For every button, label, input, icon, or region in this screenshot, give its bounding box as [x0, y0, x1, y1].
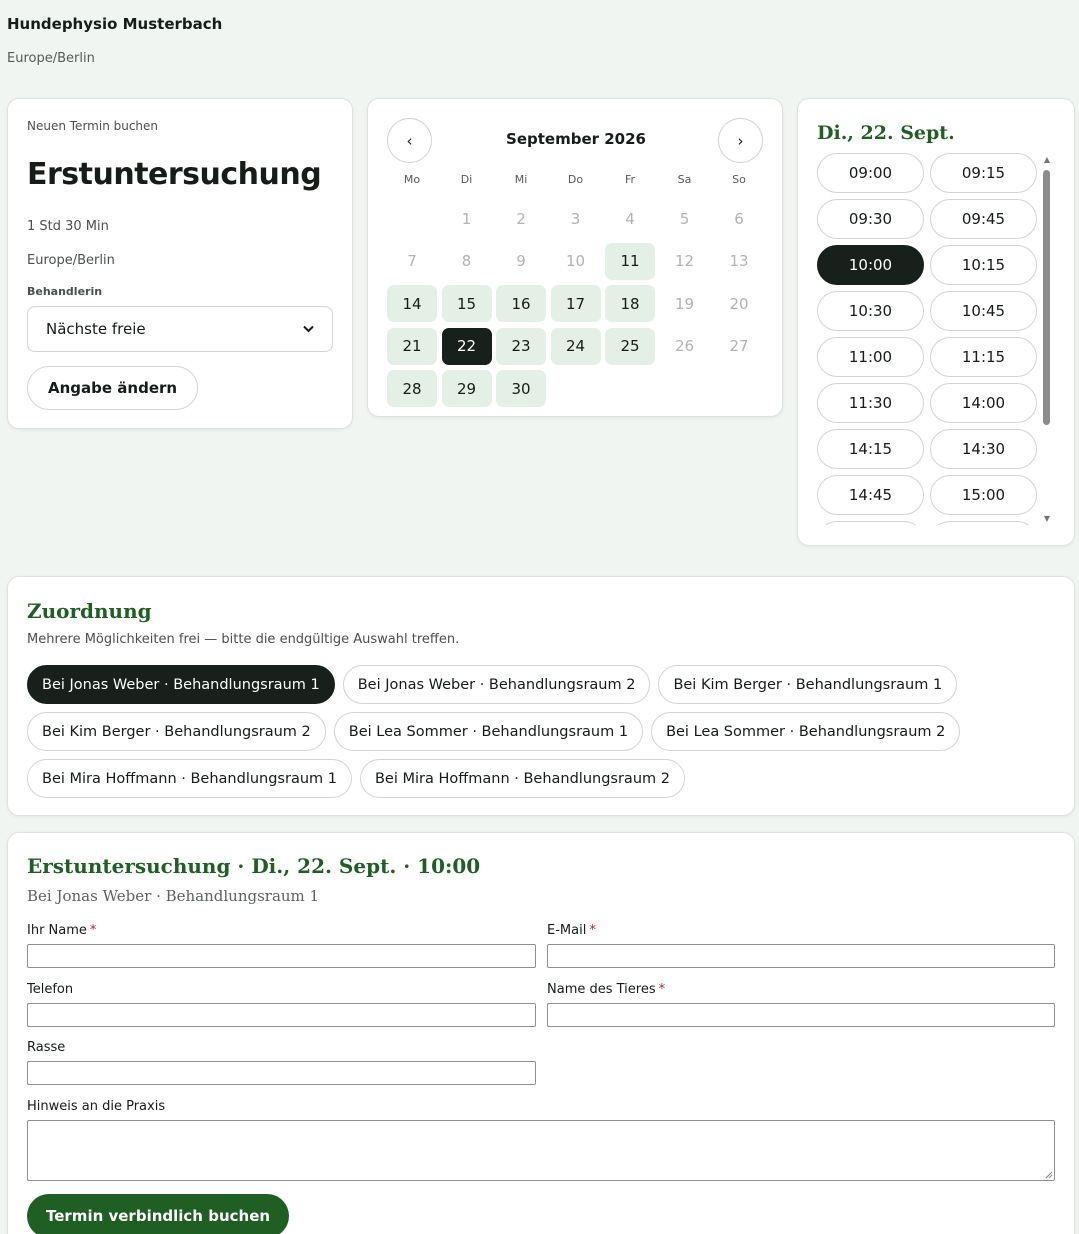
scroll-down-icon[interactable]: ▼: [1043, 514, 1051, 523]
assignment-option[interactable]: Bei Mira Hoffmann · Behandlungsraum 1: [27, 759, 352, 798]
time-slot[interactable]: 11:00: [817, 337, 924, 377]
practice-name: Hundephysio Musterbach: [7, 15, 223, 33]
form-title: Erstuntersuchung · Di., 22. Sept. · 10:00: [27, 854, 481, 878]
time-slot-card: [797, 98, 1075, 546]
name-label-text: Ihr Name: [27, 923, 87, 938]
assignment-option[interactable]: Bei Kim Berger · Behandlungsraum 2: [27, 712, 326, 751]
required-mark: *: [589, 923, 596, 938]
timezone-label: Europe/Berlin: [7, 51, 95, 66]
email-label: [547, 923, 596, 938]
therapist-select[interactable]: [27, 306, 333, 352]
calendar-day: 6: [734, 209, 744, 228]
service-timezone: Europe/Berlin: [27, 253, 115, 268]
name-field[interactable]: [27, 944, 536, 968]
required-mark: *: [89, 923, 97, 938]
service-info-card: [7, 98, 353, 429]
required-mark: *: [658, 982, 666, 997]
weekday-header: [387, 173, 764, 186]
therapist-select-value: Nächste freie: [46, 320, 146, 338]
calendar-day: 19: [674, 294, 695, 313]
booking-form: [7, 832, 1075, 1234]
pet-name-label-text: Name des Tieres: [547, 982, 656, 997]
scroll-up-icon[interactable]: ▲: [1043, 155, 1051, 164]
calendar-day[interactable]: 30: [496, 370, 546, 407]
time-slot[interactable]: 14:45: [817, 475, 924, 515]
booking-kicker: Neuen Termin buchen: [27, 119, 159, 133]
therapist-label: Behandlerin: [27, 285, 103, 298]
calendar-day: 20: [729, 294, 749, 313]
calendar-day[interactable]: 18: [605, 285, 655, 322]
breed-label: Rasse: [27, 1040, 66, 1055]
time-slot[interactable]: 09:30: [817, 199, 924, 239]
calendar-card: [367, 98, 783, 417]
time-slot[interactable]: 09:00: [817, 153, 924, 193]
assignment-option-selected[interactable]: Bei Jonas Weber · Behandlungsraum 1: [27, 665, 335, 704]
assignment-subtitle: Mehrere Möglichkeiten frei — bitte die endgültige Auswahl treffen.: [27, 632, 460, 647]
time-slot[interactable]: 14:00: [930, 383, 1037, 423]
time-slot[interactable]: 11:15: [930, 337, 1037, 377]
assignment-card: [7, 576, 1075, 816]
note-label: Hinweis an die Praxis: [27, 1099, 166, 1114]
next-month-button[interactable]: ›: [718, 118, 763, 163]
assignment-option[interactable]: Bei Mira Hoffmann · Behandlungsraum 2: [360, 759, 685, 798]
assignment-option[interactable]: Bei Lea Sommer · Behandlungsraum 1: [334, 712, 643, 751]
calendar-day: 8: [461, 252, 472, 270]
calendar-day[interactable]: 23: [496, 328, 546, 365]
note-textarea[interactable]: [27, 1120, 1055, 1181]
assignment-options: [27, 665, 1057, 798]
form-subtitle: Bei Jonas Weber · Behandlungsraum 1: [27, 887, 320, 905]
weekday-label: Di: [460, 173, 473, 186]
weekday-label: So: [732, 173, 746, 186]
calendar-day: 10: [565, 252, 586, 270]
weekday-label: Sa: [677, 173, 692, 186]
weekday-label: Do: [567, 173, 584, 186]
assignment-option[interactable]: Bei Kim Berger · Behandlungsraum 1: [658, 665, 957, 704]
assignment-option[interactable]: Bei Jonas Weber · Behandlungsraum 2: [343, 665, 651, 704]
calendar-days: [387, 200, 764, 407]
calendar-day[interactable]: 15: [442, 285, 492, 322]
name-label: [27, 923, 96, 938]
time-slot-selected[interactable]: 10:00: [817, 245, 924, 285]
breed-field[interactable]: [27, 1061, 536, 1085]
weekday-label: Mi: [514, 173, 528, 186]
time-slot-list[interactable]: [817, 153, 1037, 525]
calendar-day: 2: [516, 209, 526, 228]
calendar-day: 1: [461, 209, 472, 228]
time-slot[interactable]: 10:30: [817, 291, 924, 331]
time-slot[interactable]: 09:15: [930, 153, 1037, 193]
phone-field[interactable]: [27, 1003, 536, 1027]
scrollbar[interactable]: [1042, 155, 1052, 523]
calendar-day: 12: [674, 252, 695, 270]
service-title: Erstuntersuchung: [27, 157, 322, 192]
calendar-day[interactable]: 29: [442, 370, 492, 407]
calendar-day: 7: [407, 252, 417, 270]
resize-handle-icon[interactable]: [1044, 1170, 1053, 1179]
time-slot[interactable]: [817, 521, 924, 525]
calendar-day: 9: [516, 252, 526, 270]
calendar-day: 4: [625, 209, 635, 228]
calendar-day[interactable]: 24: [551, 328, 601, 365]
change-details-button[interactable]: Angabe ändern: [27, 366, 198, 410]
submit-booking-button[interactable]: Termin verbindlich buchen: [27, 1194, 289, 1234]
time-slot[interactable]: 14:30: [930, 429, 1037, 469]
weekday-label: Fr: [624, 173, 636, 186]
calendar-empty-cell: [387, 200, 437, 237]
calendar-day: 13: [729, 252, 749, 270]
calendar-day[interactable]: 16: [496, 285, 546, 322]
calendar-day[interactable]: 28: [387, 370, 437, 407]
time-slot[interactable]: 14:15: [817, 429, 924, 469]
scrollbar-thumb[interactable]: [1043, 170, 1050, 425]
service-duration: 1 Std 30 Min: [27, 219, 109, 234]
calendar-day: 3: [570, 209, 581, 228]
calendar-day: 5: [679, 209, 690, 228]
time-slot[interactable]: 09:45: [930, 199, 1037, 239]
calendar-day[interactable]: 25: [605, 328, 655, 365]
calendar-day-selected[interactable]: 22: [442, 328, 492, 365]
calendar-day: 26: [674, 337, 695, 355]
time-slot[interactable]: 15:00: [930, 475, 1037, 515]
time-slot[interactable]: 10:45: [930, 291, 1037, 331]
time-slot[interactable]: 10:15: [930, 245, 1037, 285]
chevron-down-icon: [303, 322, 314, 336]
time-slot[interactable]: 11:30: [817, 383, 924, 423]
calendar-day[interactable]: 17: [551, 285, 601, 322]
calendar-day: 27: [729, 337, 749, 355]
phone-label: Telefon: [27, 982, 74, 997]
calendar-grid: [387, 173, 764, 407]
assignment-title: Zuordnung: [27, 599, 152, 623]
calendar-month: September 2026: [506, 130, 646, 148]
calendar-day[interactable]: 21: [387, 328, 437, 365]
email-label-text: E-Mail: [547, 923, 587, 938]
calendar-day[interactable]: 11: [605, 243, 655, 280]
assignment-option[interactable]: Bei Lea Sommer · Behandlungsraum 2: [651, 712, 960, 751]
email-field[interactable]: [547, 944, 1055, 968]
selected-date-heading: Di., 22. Sept.: [817, 122, 955, 144]
pet-name-label: [547, 982, 665, 997]
weekday-label: Mo: [403, 173, 421, 186]
prev-month-button[interactable]: ‹: [387, 118, 432, 163]
calendar-day[interactable]: 14: [387, 285, 437, 322]
pet-name-field[interactable]: [547, 1003, 1055, 1027]
time-slot[interactable]: [930, 521, 1037, 525]
